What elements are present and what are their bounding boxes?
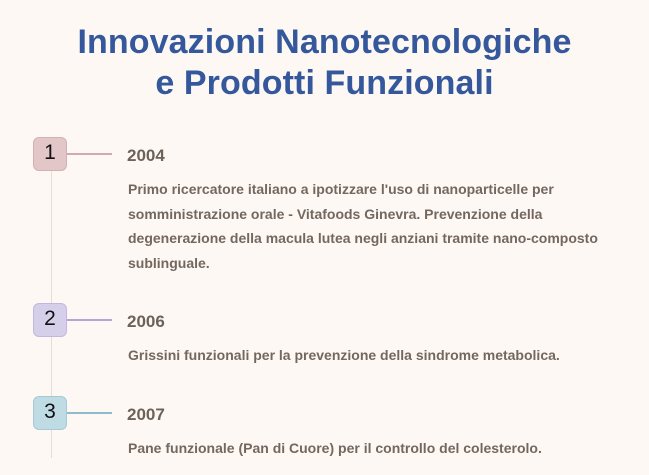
entry-year: 2004: [127, 146, 165, 165]
page-title-line-1: Innovazioni Nanotecnologiche: [77, 23, 572, 61]
page-title-line-2: e Prodotti Funzionali: [155, 64, 494, 102]
connector-line-2: [67, 319, 112, 321]
connector-line-3: [67, 412, 112, 414]
entry-description: Pane funzionale (Pan di Cuore) per il controllo del colesterolo.: [128, 440, 542, 456]
entry-year: 2006: [127, 312, 165, 331]
step-badge-2: 2: [33, 303, 67, 337]
entry-description: Grissini funzionali per la prevenzione della sindrome metabolica.: [128, 347, 560, 363]
step-badge-1: 1: [33, 137, 67, 171]
step-badge-3: 3: [33, 396, 67, 430]
entry-description: Primo ricercatore italiano a ipotizzare l'uso di nanoparticelle per somministrazione orale - Vitafoods Ginevra. Prevenzione della degenerazione della macula lutea negli anziani tramite nano-composto sublinguale.: [128, 181, 598, 272]
connector-line-1: [67, 153, 112, 155]
entry-year: 2007: [127, 405, 165, 424]
